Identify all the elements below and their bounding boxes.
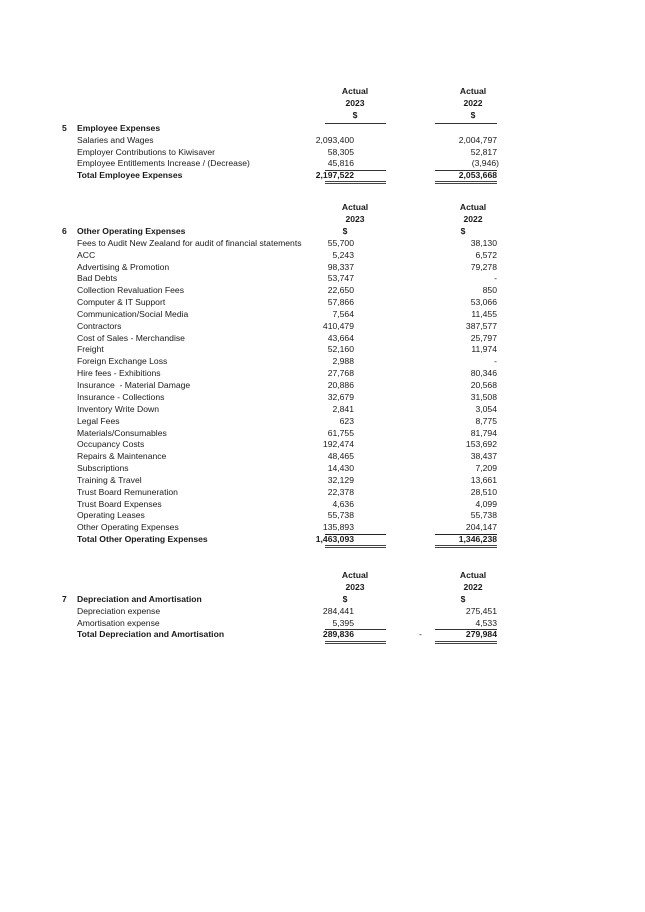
value-2022: 80,346: [470, 368, 497, 378]
row-label: Amortisation expense: [77, 618, 160, 628]
row-label: Occupancy Costs: [77, 439, 145, 449]
value-2022: (3,946): [471, 158, 499, 168]
between-columns-dash: -: [419, 629, 422, 639]
value-2023: 98,337: [327, 262, 354, 272]
value-2023: 48,465: [327, 451, 354, 461]
table-row: [0, 392, 645, 404]
table-row: [0, 404, 645, 416]
table-row: [0, 451, 645, 463]
value-2022: 31,508: [470, 392, 497, 402]
value-2022: 81,794: [470, 428, 497, 438]
value-2023: 55,700: [327, 238, 354, 248]
col-header-2023-currency: $: [352, 110, 358, 120]
value-2023: 5,395: [332, 618, 354, 628]
value-2023: 410,479: [322, 321, 354, 331]
value-2022: 387,577: [465, 321, 497, 331]
value-2023: 55,738: [327, 510, 354, 520]
table-row: [0, 475, 645, 487]
value-2022: 6,572: [475, 250, 497, 260]
col-header-2022-currency: $: [460, 226, 466, 236]
value-2023: 2,988: [332, 356, 354, 366]
row-label: Freight: [77, 344, 104, 354]
total-2022: 279,984: [465, 629, 497, 639]
col-header-2022-currency: $: [460, 594, 466, 604]
value-2023: 192,474: [322, 439, 354, 449]
value-2023: 22,650: [327, 285, 354, 295]
table-row: [0, 368, 645, 380]
value-2022: 4,533: [475, 618, 497, 628]
col-header-2022-year: 2022: [463, 582, 483, 592]
table-row: [0, 250, 645, 262]
value-2022: -: [494, 356, 497, 366]
value-2023: 53,747: [327, 273, 354, 283]
row-label: Insurance - Collections: [77, 392, 165, 402]
table-row: [0, 522, 645, 534]
note-title-row: [0, 123, 645, 135]
value-2022: 8,775: [475, 416, 497, 426]
value-2022: 11,974: [471, 344, 497, 354]
note-title: Employee Expenses: [77, 123, 161, 133]
value-2023: 52,160: [327, 344, 354, 354]
total-2022: 1,346,238: [458, 534, 497, 544]
value-2023: 57,866: [327, 297, 354, 307]
table-row: [0, 344, 645, 356]
value-2022: 3,054: [475, 404, 497, 414]
col-header-2022-year: 2022: [463, 98, 483, 108]
value-2023: 2,093,400: [315, 135, 354, 145]
row-label: Legal Fees: [77, 416, 120, 426]
col-header-2023-currency: $: [342, 594, 348, 604]
value-2023: 623: [339, 416, 354, 426]
value-2023: 22,378: [327, 487, 354, 497]
value-2022: 2,004,797: [458, 135, 497, 145]
value-2022: 4,099: [475, 499, 497, 509]
note-title-row: [0, 594, 645, 606]
note-number: 6: [62, 226, 67, 236]
value-2023: 32,129: [327, 475, 354, 485]
value-2023: 43,664: [327, 333, 354, 343]
value-2023: 135,893: [322, 522, 354, 532]
value-2022: 204,147: [465, 522, 497, 532]
total-2023: 2,197,522: [315, 170, 354, 180]
col-header-2022-currency: $: [470, 110, 476, 120]
table-row: [0, 321, 645, 333]
table-row: [0, 487, 645, 499]
note-number: 7: [62, 594, 67, 604]
value-2022: 38,130: [470, 238, 497, 248]
total-double-rule-2023: [325, 181, 386, 184]
value-2022: 25,797: [470, 333, 497, 343]
value-2023: 32,679: [327, 392, 354, 402]
value-2022: 13,661: [470, 475, 497, 485]
value-2023: 2,841: [332, 404, 354, 414]
col-header-2023-actual: Actual: [341, 202, 369, 212]
value-2022: 79,278: [470, 262, 497, 272]
row-label: Insurance - Material Damage: [77, 380, 191, 390]
table-row: [0, 297, 645, 309]
row-label: Other Operating Expenses: [77, 522, 179, 532]
table-row: [0, 463, 645, 475]
table-row: [0, 238, 645, 250]
col-header-2023-currency: $: [342, 226, 348, 236]
col-header-2022-year: 2022: [463, 214, 483, 224]
total-double-rule-2023: [325, 641, 386, 644]
value-2023: 61,755: [327, 428, 354, 438]
value-2022: 275,451: [465, 606, 497, 616]
row-label: Salaries and Wages: [77, 135, 154, 145]
col-header-2023-year: 2023: [345, 214, 365, 224]
total-2023: 289,836: [322, 629, 354, 639]
total-2023: 1,463,093: [315, 534, 354, 544]
value-2023: 27,768: [327, 368, 354, 378]
table-row: [0, 285, 645, 297]
row-label: ACC: [77, 250, 96, 260]
table-row: [0, 135, 645, 147]
value-2022: 52,817: [470, 147, 497, 157]
row-label: Collection Revaluation Fees: [77, 285, 185, 295]
row-label: Operating Leases: [77, 510, 145, 520]
col-header-2022-actual: Actual: [459, 202, 487, 212]
table-row: [0, 158, 645, 170]
row-label: Fees to Audit New Zealand for audit of financial statements: [77, 238, 302, 248]
total-double-rule-2023: [325, 545, 386, 548]
table-row: [0, 309, 645, 321]
row-label: Advertising & Promotion: [77, 262, 170, 272]
table-row: [0, 606, 645, 618]
col-header-2023-actual: Actual: [341, 570, 369, 580]
value-2022: -: [494, 273, 497, 283]
row-label: Trust Board Remuneration: [77, 487, 178, 497]
total-row: [0, 629, 645, 641]
value-2022: 850: [482, 285, 497, 295]
value-2022: 20,568: [470, 380, 497, 390]
row-label: Foreign Exchange Loss: [77, 356, 168, 366]
total-row: [0, 170, 645, 182]
value-2022: 38,437: [470, 451, 497, 461]
total-double-rule-2022: [435, 545, 497, 548]
col-header-2023-year: 2023: [345, 582, 365, 592]
value-2022: 55,738: [470, 510, 497, 520]
row-label: Materials/Consumables: [77, 428, 167, 438]
value-2023: 284,441: [322, 606, 354, 616]
table-row: [0, 510, 645, 522]
note-title: Depreciation and Amortisation: [77, 594, 202, 604]
note-title: Other Operating Expenses: [77, 226, 186, 236]
value-2023: 58,305: [327, 147, 354, 157]
row-label: Employee Entitlements Increase / (Decrease): [77, 158, 250, 168]
row-label: Computer & IT Support: [77, 297, 166, 307]
note-title-row: [0, 226, 645, 238]
table-row: [0, 273, 645, 285]
col-header-2022-actual: Actual: [459, 86, 487, 96]
table-row: [0, 356, 645, 368]
col-header-2023-year: 2023: [345, 98, 365, 108]
row-label: Employer Contributions to Kiwisaver: [77, 147, 216, 157]
value-2023: 14,430: [327, 463, 354, 473]
col-header-2022-actual: Actual: [459, 570, 487, 580]
value-2023: 45,816: [327, 158, 354, 168]
row-label: Trust Board Expenses: [77, 499, 162, 509]
row-label: Contractors: [77, 321, 122, 331]
row-label: Hire fees - Exhibitions: [77, 368, 161, 378]
row-label: Training & Travel: [77, 475, 142, 485]
total-double-rule-2022: [435, 181, 497, 184]
value-2022: 53,066: [470, 297, 497, 307]
value-2022: 11,455: [471, 309, 497, 319]
row-label: Communication/Social Media: [77, 309, 189, 319]
total-label: Total Other Operating Expenses: [77, 534, 208, 544]
value-2023: 20,886: [327, 380, 354, 390]
value-2023: 7,564: [332, 309, 354, 319]
row-label: Repairs & Maintenance: [77, 451, 167, 461]
value-2022: 153,692: [465, 439, 497, 449]
row-label: Subscriptions: [77, 463, 129, 473]
col-header-2023-actual: Actual: [341, 86, 369, 96]
table-row: [0, 439, 645, 451]
value-2023: 4,636: [332, 499, 354, 509]
value-2022: 7,209: [475, 463, 497, 473]
row-label: Inventory Write Down: [77, 404, 159, 414]
row-label: Depreciation expense: [77, 606, 161, 616]
total-double-rule-2022: [435, 641, 497, 644]
total-label: Total Employee Expenses: [77, 170, 183, 180]
total-row: [0, 534, 645, 546]
total-2022: 2,053,668: [458, 170, 497, 180]
table-row: [0, 416, 645, 428]
note-number: 5: [62, 123, 67, 133]
value-2023: 5,243: [332, 250, 354, 260]
value-2022: 28,510: [470, 487, 497, 497]
table-row: [0, 380, 645, 392]
total-label: Total Depreciation and Amortisation: [77, 629, 225, 639]
row-label: Bad Debts: [77, 273, 118, 283]
row-label: Cost of Sales - Merchandise: [77, 333, 185, 343]
